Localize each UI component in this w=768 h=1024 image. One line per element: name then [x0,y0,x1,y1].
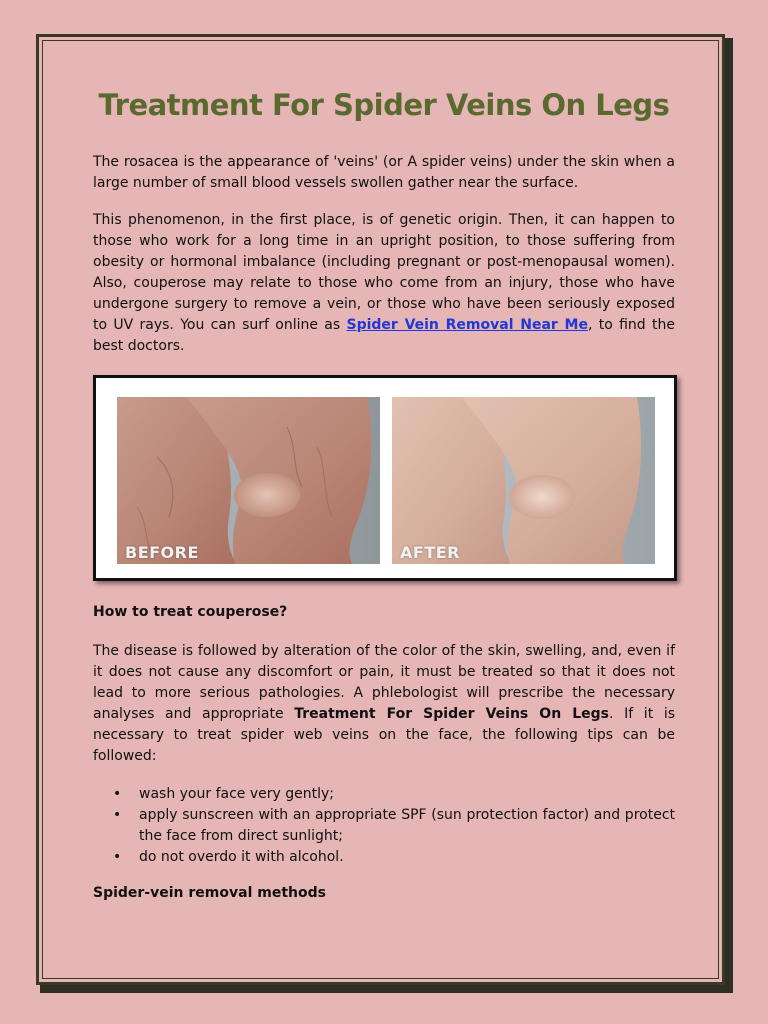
removal-methods-heading: Spider-vein removal methods [93,885,326,901]
intro-paragraph: The rosacea is the appearance of 'veins' (or A spider veins) under the skin when a large number of small blood vessels swollen gather near the surface. [93,154,675,191]
tip-text: wash your face very gently; [139,786,334,802]
cause-text-end: , to find the best doctors. [93,317,675,354]
tip-text: apply sunscreen with an appropriate SPF (sun protection factor) and protect the face from direct sunlight; [139,807,675,844]
document-title: Treatment For Spider Veins On Legs [98,88,670,122]
tip-text: do not overdo it with alcohol. [139,849,344,865]
after-photo [392,397,655,564]
before-label: BEFORE [125,543,199,562]
treatment-bold-text: Treatment For Spider Veins On Legs [294,706,610,722]
before-photo [117,397,380,564]
cause-text: This phenomenon, in the first place, is of genetic origin. Then, it can happen to those who work for a long time in an upright position, to those suffering from obesity or hormonal imbalance (including pregnant or post-menopausal women). Also, couperose may relate to those who come from an injury, those who have undergone surgery to remove a vein, or those who have been seriously exposed to UV rays. You can surf online as [93,212,675,333]
treatment-heading: How to treat couperose? [93,604,288,620]
tips-list [93,784,675,868]
list-item [93,847,675,868]
bullet-icon: • [113,807,122,823]
after-label: AFTER [400,543,460,562]
before-leg-image [117,397,380,564]
list-item [93,805,675,847]
bullet-icon: • [113,786,122,802]
cause-paragraph [93,210,675,357]
treatment-text: The disease is followed by alteration of the color of the skin, swelling, and, even if it does not cause any discomfort or pain, it must be treated so that it does not lead to more serious pathologies. A phlebologist will prescribe the necessary analyses and appropriate [93,643,675,722]
after-leg-image [392,397,655,564]
before-after-image [93,375,677,581]
treatment-paragraph [93,641,675,767]
bullet-icon: • [113,849,122,865]
list-item [93,784,675,805]
treatment-text-end: . If it is necessary to treat spider web veins on the face, the following tips can be followed: [93,706,676,764]
spider-vein-removal-link[interactable]: Spider Vein Removal Near Me [346,317,588,333]
